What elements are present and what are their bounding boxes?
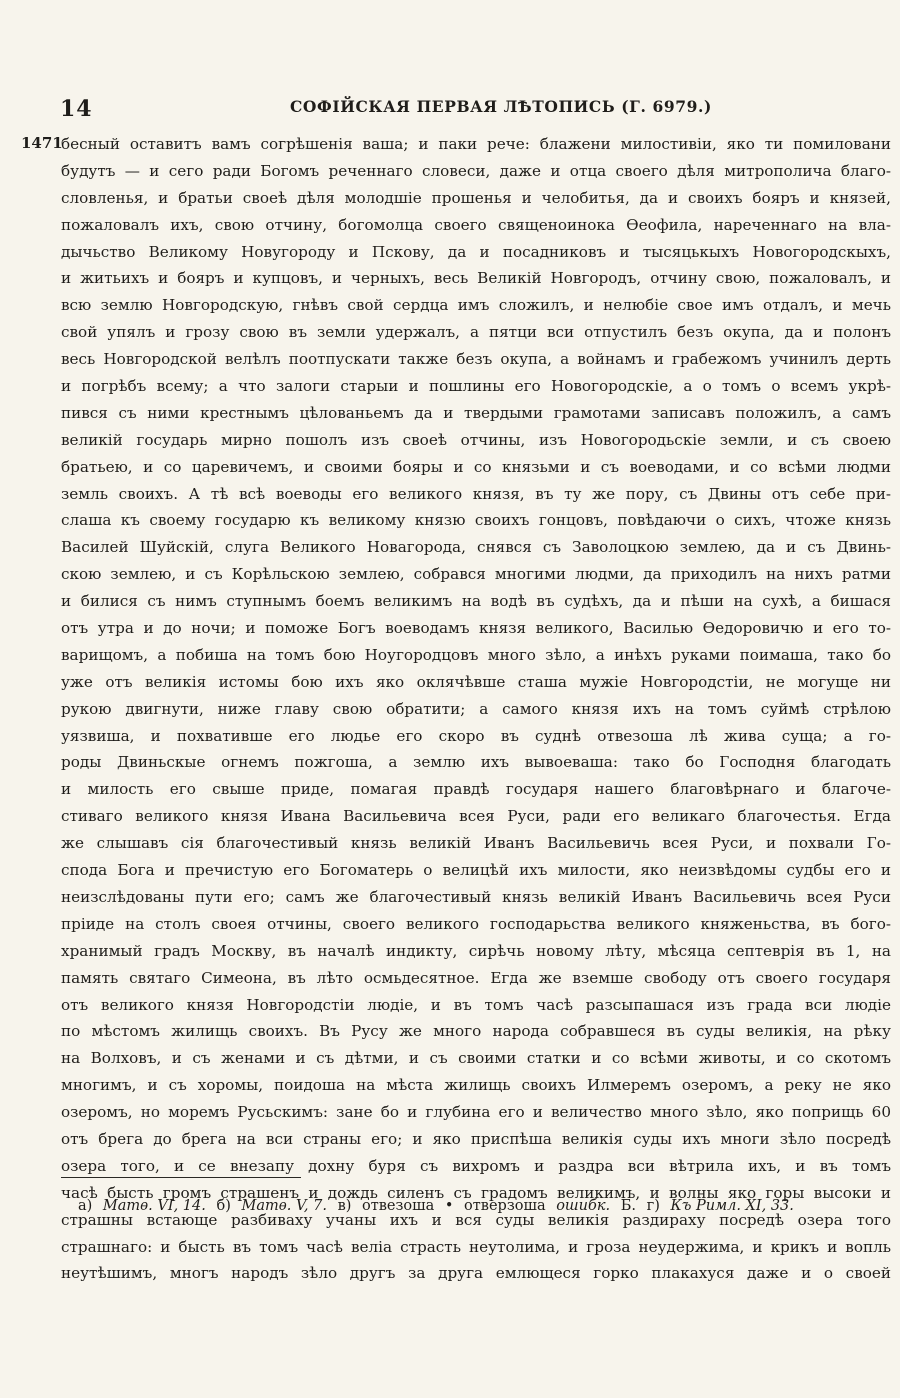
- page-number: 14: [60, 96, 93, 122]
- footnote-v-sep: •: [444, 1198, 454, 1214]
- text-line: варищомъ, а побиша на томъ бою Ноугородцовъ много зѣло, а инѣхъ руками поимаша, тако бо: [61, 645, 891, 664]
- text-line: стиваго великого князя Ивана Васильевича всея Руси, ради его великаго благочестья. Егда: [61, 807, 891, 826]
- text-line: озера того, и се внезапу дохну буря съ вихромъ и раздра вси вѣтрила ихъ, и въ томъ: [61, 1156, 891, 1175]
- chronicle-text: [61, 131, 891, 1287]
- text-line: всю землю Новгородскую, гнѣвъ свой сердца имъ сложилъ, и нелюбіе свое имъ отдалъ, и мечь: [61, 296, 891, 315]
- text-line: озеромъ, но моремъ Русьскимъ: зане бо и глубина его и величество много зѣло, яко поприщь 60: [61, 1103, 891, 1122]
- text-line: будутъ — и сего ради Богомъ реченнаго словеси, даже и отца своего дѣля митрополича благо-: [61, 161, 891, 180]
- footnotes: [78, 1198, 878, 1214]
- text-line: многимъ, и съ хоромы, поидоша на мѣста жилищь своихъ Илмеремъ озеромъ, а реку не яко: [61, 1076, 891, 1095]
- text-line: пожаловалъ ихъ, свою отчину, богомолца своего священоинока Ѳеофила, нареченнаго на вла-: [61, 215, 891, 234]
- text-line: и билися съ нимъ ступнымъ боемъ великимъ на водѣ въ судѣхъ, да и пѣши на сухѣ, а бишася: [61, 592, 891, 611]
- text-line: память святаго Симеона, въ лѣто осмьдесятное. Егда же вземше свободу отъ своего государя: [61, 968, 891, 987]
- text-line: уязвиша, и похвативше его людье его скоро въ суднѣ отвезоша лѣ жива суща; а го-: [61, 726, 891, 745]
- footnote-v-src: Б.: [620, 1198, 636, 1214]
- text-line: земль своихъ. А тѣ всѣ воеводы его великого князя, въ ту же пору, съ Двины отъ себе при-: [61, 484, 891, 503]
- running-head: СОФІЙСКАЯ ПЕРВАЯ ЛѢТОПИСЬ (Г. 6979.): [290, 97, 712, 116]
- text-line: же слышавъ сія благочестивый князь великій Иванъ Васильевичь всея Руси, и похвали Го-: [61, 834, 891, 853]
- footnote-b-ref: Матѳ. V, 7.: [241, 1198, 327, 1214]
- footnote-a-ref: Матѳ. VI, 14.: [102, 1198, 206, 1214]
- footnote-v-alt: отверзоша: [464, 1198, 546, 1214]
- margin-year: 1471: [21, 134, 63, 152]
- text-line: роды Двиньскые огнемъ пожгоша, а землю ихъ вывоеваша: тако бо Господня благодать: [61, 753, 891, 772]
- text-line: на Волховъ, и съ женами и съ дѣтми, и съ своими статки и со всѣми животы, и со скотомъ: [61, 1049, 891, 1068]
- footnote-a-mark: а): [78, 1198, 93, 1214]
- text-line: скою землею, и съ Корѣльскою землею, собрався многими людми, да приходилъ на нихъ ратми: [61, 565, 891, 584]
- text-line: отъ великого князя Новгородстіи людіе, и въ томъ часѣ разсыпашася изъ града вси людіе: [61, 995, 891, 1014]
- text-line: бесный оставитъ вамъ согрѣшенія ваша; и паки рече: блажени милостивіи, яко ти помиловани: [61, 135, 891, 153]
- text-line: пився съ ними крестнымъ цѣлованьемъ да и твердыми грамотами записавъ положилъ, а самъ: [61, 403, 891, 422]
- text-line: братьею, и со царевичемъ, и своими бояры и со князьми и съ воеводами, и со всѣми людми: [61, 457, 891, 476]
- text-line: пріиде на столъ своея отчины, своего великого господарьства великого княженьства, въ бого-: [61, 914, 891, 933]
- text-line: и житьихъ и бояръ и купцовъ, и черныхъ, весь Великій Новгородъ, отчину свою, пожаловалъ, и: [61, 269, 891, 288]
- footnote-g-ref: Къ Римл. XI, 33.: [670, 1198, 794, 1214]
- text-line: страшнаго: и бысть въ томъ часѣ веліа страсть неутолима, и гроза неудержима, и крикъ и вопль: [61, 1237, 891, 1256]
- text-line: и милость его свыше приде, помагая правдѣ государя нашего благовѣрнаго и благоче-: [61, 780, 891, 799]
- text-line: Василей Шуйскій, слуга Великого Новагорода, снявся съ Заволоцкою землею, да и съ Двинь-: [61, 538, 891, 557]
- text-line: отъ брега до брега на вси страны его; и яко приспѣша великія суды ихъ многи зѣло посредѣ: [61, 1129, 891, 1148]
- text-line: словленья, и братьи своеѣ дѣля молодшіе прошенья и челобитья, да и своихъ бояръ и князей,: [61, 188, 891, 207]
- text-line: весь Новгородской велѣлъ поотпускати также безъ окупа, а войнамъ и грабежомъ учинилъ дерть: [61, 350, 891, 369]
- text-line: уже отъ великія истомы бою ихъ яко оклячѣвше сташа мужіе Новгородстіи, не могуще ни: [61, 672, 891, 691]
- footnote-v-text: отвезоша: [362, 1198, 435, 1214]
- text-line: и погрѣбъ всему; а что залоги старыи и пошлины его Новогородскіе, а о томъ о всемъ укрѣ-: [61, 377, 891, 396]
- text-line: по мѣстомъ жилищь своихъ. Въ Русу же много народа собравшеся въ суды великія, на рѣку: [61, 1022, 891, 1041]
- footnote-v-note: ошибк.: [556, 1198, 611, 1214]
- text-line: страшны встающе разбиваху учаны ихъ и вся суды великія раздираху посредѣ озера того: [61, 1210, 891, 1229]
- text-line: спода Бога и пречистую его Богоматерь о велицѣй ихъ милости, яко неизвѣдомы судбы его и: [61, 861, 891, 880]
- text-line: хранимый градъ Москву, въ началѣ индикту, сирѣчь новому лѣту, мѣсяца септеврія въ 1, на: [61, 941, 891, 960]
- footnote-rule: [61, 1177, 301, 1178]
- text-line: часѣ бысть громъ страшенъ и дождь силенъ съ градомъ великимъ, и волны яко горы высоки и: [61, 1183, 891, 1202]
- text-line: неизслѣдованы пути его; самъ же благочестивый князь великій Иванъ Васильевичь всея Руси: [61, 887, 891, 906]
- text-line: дычьство Великому Новугороду и Пскову, да и посадниковъ и тысяцькыхъ Новогородскыхъ,: [61, 242, 891, 261]
- text-line: великій государь мирно пошолъ изъ своеѣ отчины, изъ Новогородьскіе земли, и съ своею: [61, 430, 891, 449]
- footnote-b-mark: б): [216, 1198, 231, 1214]
- text-line: неутѣшимъ, многъ народъ зѣло другъ за друга емлющеся горко плакахуся даже и о своей: [61, 1264, 891, 1283]
- text-line: слаша къ своему государю къ великому князю своихъ гонцовъ, повѣдаючи о сихъ, чтоже князь: [61, 511, 891, 530]
- footnote-g-mark: г): [646, 1198, 660, 1214]
- text-line: свой упялъ и грозу свою въ земли удержалъ, а пятци вси отпустилъ безъ окупа, да и полонъ: [61, 323, 891, 342]
- text-line: рукою двигнути, ниже главу свою обратити; а самого князя ихъ на томъ суймѣ стрѣлою: [61, 699, 891, 718]
- text-line: отъ утра и до ночи; и поможе Богъ воеводамъ князя великого, Василью Ѳедоровичю и его то-: [61, 619, 891, 638]
- footnote-v-mark: в): [337, 1198, 352, 1214]
